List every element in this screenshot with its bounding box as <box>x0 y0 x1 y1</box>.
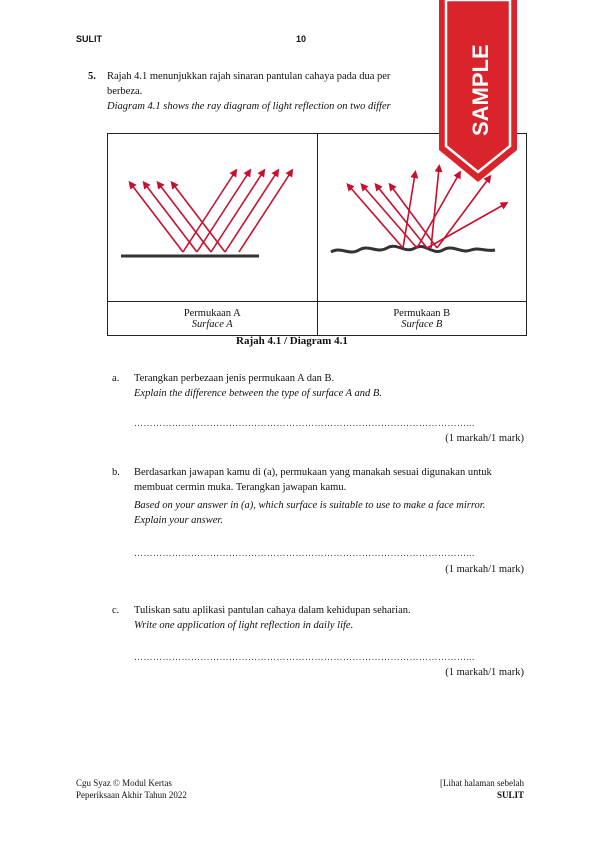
footer-credit-line2: Peperiksaan Akhir Tahun 2022 <box>76 790 187 800</box>
footer-credit-line1: Cgu Syaz © Modul Kertas <box>76 778 172 788</box>
footer-next-page: [Lihat halaman sebelah <box>440 778 524 788</box>
incident-ray <box>377 186 427 248</box>
part-b-answer-line[interactable]: ……………………………………………………………………………………………... <box>134 548 475 558</box>
part-c-marks: (1 markah/1 mark) <box>445 667 524 678</box>
part-c-answer-line[interactable]: ……………………………………………………………………………………………... <box>134 652 475 662</box>
smooth-reflection-diagram <box>109 134 315 298</box>
sample-watermark-stamp <box>436 0 520 184</box>
part-b-question-en: Based on your answer in (a), which surface is suitable to use to make a face mirror. Explain your answer. <box>134 500 486 526</box>
page-number: 10 <box>296 34 307 44</box>
reflected-ray <box>197 172 249 252</box>
part-c-label: c. <box>112 605 120 616</box>
surface-b-label-en: Surface B <box>401 318 443 330</box>
incident-ray <box>131 184 183 252</box>
surface-a-label-ms: Permukaan A <box>183 307 241 319</box>
surface-b-label-cell <box>317 302 527 336</box>
question-number: 5. <box>88 71 96 82</box>
footer-sulit: SULIT <box>496 790 524 800</box>
part-a-marks: (1 markah/1 mark) <box>445 433 524 444</box>
question-stem-ms-cont: berbeza. <box>107 86 143 97</box>
surface-a-diagram <box>108 134 318 302</box>
surface-a-label-en: Surface A <box>191 318 233 330</box>
reflected-ray <box>211 172 263 252</box>
diagram-caption: Rajah 4.1 / Diagram 4.1 <box>236 335 348 347</box>
surface-a-label-cell <box>108 302 318 336</box>
reflected-ray <box>437 178 489 248</box>
reflected-ray <box>225 172 277 252</box>
incident-ray <box>363 186 417 248</box>
part-a-answer-line[interactable]: ……………………………………………………………………………………………... <box>134 418 475 428</box>
reflected-ray <box>403 174 415 248</box>
reflected-ray <box>183 172 235 252</box>
part-c-question-ms: Tuliskan satu aplikasi pantulan cahaya dalam kehidupan seharian. <box>134 605 411 616</box>
part-c-question-en: Write one application of light reflection in daily life. <box>134 620 354 631</box>
part-a-question-ms: Terangkan perbezaan jenis permukaan A dan B. <box>134 373 335 384</box>
part-a-label: a. <box>112 373 120 384</box>
header-sulit: SULIT <box>76 34 102 44</box>
part-b-label: b. <box>112 467 120 478</box>
surface-b-label-ms: Permukaan B <box>393 307 451 319</box>
stamp-text: SAMPLE <box>468 44 493 136</box>
rough-surface <box>331 246 495 252</box>
incident-ray <box>391 186 437 248</box>
question-stem-ms: Rajah 4.1 menunjukkan rajah sinaran pantulan cahaya pada dua per <box>107 71 391 82</box>
incident-ray <box>349 186 403 248</box>
part-b-marks: (1 markah/1 mark) <box>445 564 524 575</box>
part-a-question-en: Explain the difference between the type of surface A and B. <box>134 388 382 399</box>
reflected-ray <box>239 172 291 252</box>
question-stem-en: Diagram 4.1 shows the ray diagram of light reflection on two differ <box>107 101 391 112</box>
part-b-question-ms: Berdasarkan jawapan kamu di (a), permukaan yang manakah sesuai digunakan untuk membuat cermin muka. Terangkan jawapan kamu. <box>134 467 492 493</box>
